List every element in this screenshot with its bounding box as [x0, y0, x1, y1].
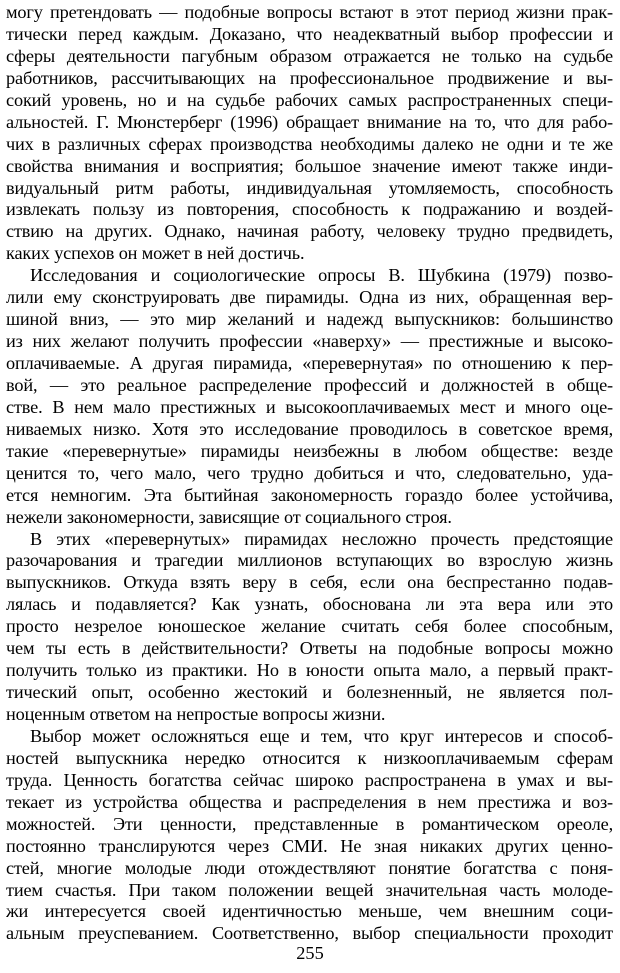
- text-line: чем ты есть в действительности? Ответы на подобные вопросы можно: [6, 638, 613, 659]
- text-line: могу претендовать — подобные вопросы встают в этот период жизни прак-: [6, 2, 613, 22]
- text-line: просто незрелое юношеское желание считать себя более способным,: [6, 616, 613, 637]
- text-line: ниваемых низко. Хотя это исследование проводилось в советское время,: [6, 418, 613, 439]
- text-line: стве. В нем мало престижных и высокооплачиваемых мест и много оце-: [6, 396, 613, 417]
- text-line: оплачиваемые. А другая пирамида, «перевернутая» по отношению к пер-: [6, 353, 613, 373]
- text-line: лялась и подавляется? Как узнать, обоснована ли эта вера или это: [6, 594, 613, 615]
- text-line: лили ему сконструировать две пирамиды. Одна из них, обращенная вер-: [6, 287, 613, 308]
- text-line: тически перед каждым. Доказано, что неадекватный выбор профессии и: [6, 23, 613, 44]
- text-line: работников, рассчитывающих на профессиональное продвижение и вы-: [6, 67, 613, 88]
- text-line: сферы деятельности пагубным образом отражается не только на судьбе: [6, 45, 613, 66]
- text-line: ценится то, чего мало, чего трудно добиться и что, следовательно, уда-: [6, 462, 613, 483]
- text-line: такие «перевернутые» пирамиды неизбежны в любом обществе: везде: [6, 440, 613, 461]
- text-line: нежели закономерности, зависящие от социального строя.: [6, 506, 452, 527]
- paragraph: [6, 529, 613, 726]
- text-line: каких успехов он может в ней достичь.: [6, 243, 305, 264]
- paragraph: [6, 726, 613, 945]
- text-line: видуальный ритм работы, индивидуальная утомляемость, способность: [6, 177, 613, 198]
- text-line: можностей. Эти ценности, представленные в романтическом ореоле,: [6, 813, 613, 834]
- text-line: постоянно транслируются через СМИ. Не зная никаких других ценно-: [6, 835, 613, 856]
- text-line: извлекать пользу из повторения, способность к подражанию и воздей-: [6, 199, 613, 220]
- text-line: жи интересуется своей идентичностью меньше, чем внешним соци-: [6, 901, 613, 922]
- paragraph: [6, 265, 613, 528]
- text-line: ется немногим. Эта бытийная закономерность гораздо более устойчива,: [6, 484, 613, 505]
- page-number: 255: [296, 943, 324, 963]
- text-line: сокий уровень, но и на судьбе рабочих самых распространенных специ-: [6, 89, 613, 110]
- text-line: чих в различных сферах производства необходимы далеко не одни и те же: [6, 133, 613, 154]
- text-line: тический опыт, особенно жестокий и болезненный, не является пол-: [6, 682, 613, 703]
- text-line: ствию на других. Однако, начиная работу, человеку трудно предвидеть,: [6, 221, 613, 242]
- text-line: Выбор может осложняться еще и тем, что круг интересов и способ-: [30, 725, 613, 746]
- paragraph: [6, 2, 613, 265]
- text-line: альным преуспеванием. Соответственно, выбор специальности проходит: [6, 923, 613, 944]
- text-line: труда. Ценность богатства сейчас широко распространена в умах и вы-: [6, 769, 613, 790]
- text-line: вой, — это реальное распределение профессий и должностей в обще-: [6, 374, 613, 395]
- text-line: получить только из практики. Но в юности опыта мало, а первый практ-: [6, 660, 613, 681]
- text-line: текает из устройства общества и распределения в нем престижа и воз-: [6, 791, 613, 812]
- text-line: выпускников. Откуда взять веру в себя, если она беспрестанно подав-: [6, 572, 613, 593]
- text-line: из них желают получить профессии «наверху» — престижные и высоко-: [6, 331, 613, 352]
- text-line: В этих «перевернутых» пирамидах несложно прочесть предстоящие: [30, 528, 613, 549]
- text-line: Исследования и социологические опросы В. Шубкина (1979) позво-: [30, 265, 613, 286]
- text-line: альностей. Г. Мюнстерберг (1996) обращает внимание на то, что для рабо-: [6, 111, 613, 132]
- text-line: ноценным ответом на непростые вопросы жизни.: [6, 704, 386, 724]
- text-line: ностей выпускника нередко относится к низкооплачиваемым сферам: [6, 747, 613, 768]
- text-line: свойства внимания и восприятия; большое значение имеют также инди-: [6, 155, 613, 176]
- text-line: стей, многие молодые люди отождествляют понятие богатства с поня-: [6, 857, 613, 878]
- text-line: шиной вниз, — это мир желаний и надежд выпускников: большинство: [6, 309, 613, 330]
- body-text: [6, 2, 613, 945]
- text-line: тием счастья. При таком положении вещей значительная часть молоде-: [6, 879, 613, 900]
- text-line: разочарования и трагедии миллионов вступающих во взрослую жизнь: [6, 550, 613, 571]
